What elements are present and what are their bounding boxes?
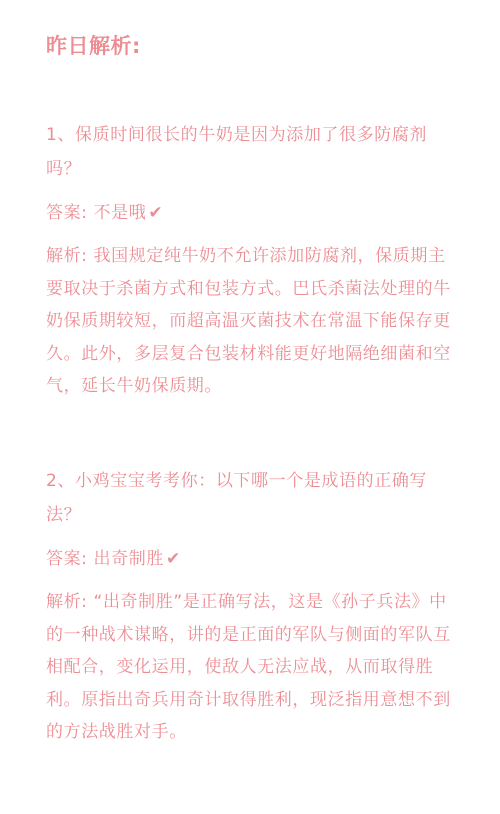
answer-label: 答案: — [46, 203, 88, 223]
analysis-1 — [46, 240, 458, 403]
answer-2 — [46, 542, 458, 576]
analysis-label: 解析: — [46, 246, 88, 266]
analysis-text: 我国规定纯牛奶不允许添加防腐剂，保质期主要取决于杀菌方式和包装方式。巴氏杀菌法处理的牛奶保质期较短，而超高温灭菌技术在常温下能保存更久。此外，多层复合包装材料能更好地隔绝细菌和空气，延长牛奶保质期。 — [46, 246, 451, 396]
answer-text: 出奇制胜 — [93, 549, 164, 569]
analysis-2 — [46, 586, 458, 749]
check-icon: ✔ — [148, 203, 164, 223]
answer-text: 不是哦 — [93, 203, 147, 223]
check-icon: ✔ — [165, 549, 181, 569]
qa-block-1 — [46, 118, 458, 403]
analysis-text: “出奇制胜”是正确写法，这是《孙子兵法》中的一种战术谋略，讲的是正面的军队与侧面的军队互相配合，变化运用，使敌人无法应战，从而取得胜利。原指出奇兵用奇计取得胜利，现泛指用意想不到的方法战胜对手。 — [46, 592, 451, 742]
answer-label: 答案: — [46, 549, 88, 569]
page-title: 昨日解析: — [46, 34, 141, 58]
analysis-label: 解析: — [46, 592, 88, 612]
qa-block-2 — [46, 464, 458, 749]
question-1: 1、保质时间很长的牛奶是因为添加了很多防腐剂吗？ — [46, 125, 428, 179]
question-2: 2、小鸡宝宝考考你：以下哪一个是成语的正确写法？ — [46, 471, 428, 525]
answer-1 — [46, 196, 458, 230]
